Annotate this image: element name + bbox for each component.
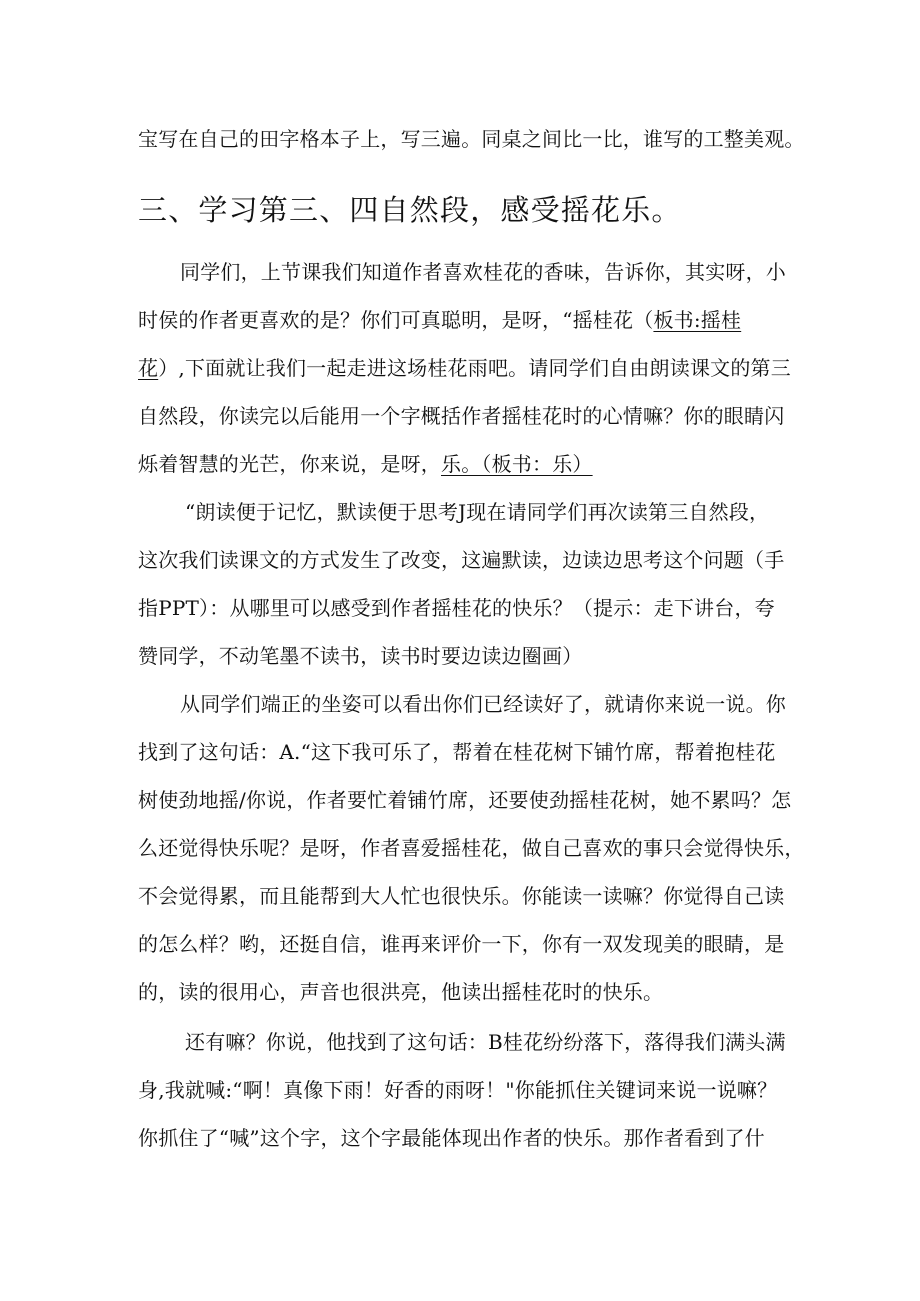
board-note-underlined: 花 (138, 356, 159, 380)
paragraph-2-line-2: 这次我们读课文的方式发生了改变，这遍默读，边读边思考这个问题（手 (138, 548, 785, 572)
paragraph-3-line-1: 从同学们端正的坐姿可以看出你们已经读好了，就请你来说一说。你 (180, 692, 786, 716)
paragraph-4-line-1: 还有嘛？你说，他找到了这句话：B桂花纷纷落下，落得我们满头满 (185, 1030, 786, 1054)
paragraph-1-line-5 (138, 450, 593, 478)
paragraph-1-line-1: 同学们，上节课我们知道作者喜欢桂花的香味，告诉你，其实呀，小 (180, 260, 786, 284)
section-heading: 三、学习第三、四自然段，感受摇花乐。 (138, 193, 682, 227)
paragraph-1-line-4: 自然段，你读完以后能用一个字概括作者摇桂花时的心情嘛？你的眼睛闪 (138, 404, 785, 428)
paragraph-1-line-3 (138, 354, 791, 382)
paragraph-4-line-3: 你抓住了“喊”这个字，这个字最能体现出作者的快乐。那作者看到了什 (138, 1126, 765, 1150)
text-span: ）,下面就让我们一起走进这场桂花雨吧。请同学们自由朗读课文的第三 (158, 356, 791, 380)
text-line: 宝写在自己的田字格本子上，写三遍。同桌之间比一比，谁写的工整美观。 (138, 127, 805, 151)
paragraph-1-line-2 (138, 306, 741, 334)
paragraph-3-line-2: 找到了这句话：A.“这下我可乐了，帮着在桂花树下铺竹席，帮着抱桂花 (138, 740, 776, 764)
paragraph-3-line-3: 树使劲地摇/你说，作者要忙着铺竹席，还要使劲摇桂花树，她不累吗？怎 (138, 788, 792, 812)
paragraph-4-line-2: 身,我就喊:“啊！真像下雨！好香的雨呀！"你能抓住关键词来说一说嘛？ (138, 1078, 778, 1102)
paragraph-2-line-1: “朗读便于记忆，默读便于思考J现在请同学们再次读第三自然段， (185, 500, 770, 524)
paragraph-3-line-6: 的怎么样？哟，还挺自信，谁再来评价一下，你有一双发现美的眼睛，是 (138, 932, 785, 956)
board-note-underlined: 板书:摇桂 (653, 308, 742, 332)
board-note-underlined: 乐。（板书：乐） (441, 452, 593, 476)
text-span: 烁着智慧的光芒，你来说，是呀， (138, 452, 441, 476)
paragraph-3-line-7: 的，读的很用心，声音也很洪亮，他读出摇桂花时的快乐。 (138, 980, 664, 1004)
paragraph-2-line-4: 赞同学，不动笔墨不读书，读书时要边读边圈画） (138, 644, 583, 668)
paragraph-3-line-4: 么还觉得快乐呢？是呀，作者喜爱摇桂花，做自己喜欢的事只会觉得快乐， (138, 836, 805, 860)
text-span: 时侯的作者更喜欢的是？你们可真聪明，是呀，“摇桂花（ (138, 308, 654, 332)
paragraph-2-line-3: 指PPT）：从哪里可以感受到作者摇桂花的快乐？（提示：走下讲台，夸 (138, 596, 775, 620)
paragraph-3-line-5: 不会觉得累，而且能帮到大人忙也很快乐。你能读一读嘛？你觉得自己读 (138, 884, 785, 908)
